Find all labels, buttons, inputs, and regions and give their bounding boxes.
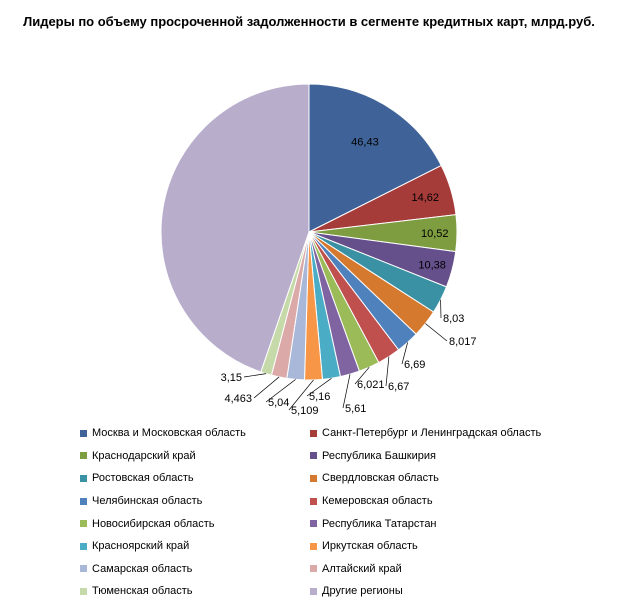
legend-item xyxy=(80,580,310,603)
legend-swatch xyxy=(310,543,317,550)
legend-item xyxy=(80,535,310,558)
legend-swatch xyxy=(80,520,87,527)
data-label: 5,61 xyxy=(345,403,367,415)
legend-item xyxy=(310,512,560,535)
legend-item xyxy=(80,558,310,581)
legend-item xyxy=(80,490,310,513)
legend-label: Алтайский край xyxy=(322,562,402,575)
legend-item xyxy=(310,490,560,513)
legend-item xyxy=(80,422,310,445)
legend-swatch xyxy=(80,452,87,459)
legend-item xyxy=(310,535,560,558)
legend-item xyxy=(310,467,560,490)
legend-label: Самарская область xyxy=(92,562,193,575)
data-label: 5,04 xyxy=(268,397,290,409)
legend-item xyxy=(80,467,310,490)
legend-swatch xyxy=(310,498,317,505)
legend-label: Тюменская область xyxy=(92,585,193,598)
legend-swatch xyxy=(80,565,87,572)
legend-item xyxy=(80,512,310,535)
leader-line xyxy=(244,374,266,377)
data-label: 8,03 xyxy=(443,313,465,325)
legend-swatch xyxy=(80,475,87,482)
legend-swatch xyxy=(80,430,87,437)
data-label: 10,38 xyxy=(418,259,446,272)
legend xyxy=(80,422,580,603)
chart-title: Лидеры по объему просроченной задолженности в сегменте кредитных карт, млрд.руб. xyxy=(23,14,595,29)
data-label: 10,52 xyxy=(421,227,449,240)
data-label: 6,69 xyxy=(404,359,426,371)
data-label: 8,017 xyxy=(449,336,477,348)
legend-label: Краснодарский край xyxy=(92,449,196,462)
legend-label: Иркутская область xyxy=(322,540,418,553)
legend-swatch xyxy=(310,520,317,527)
legend-label: Новосибирская область xyxy=(92,517,215,530)
leader-line xyxy=(425,323,447,341)
pie-slices xyxy=(161,84,457,380)
legend-label: Другие регионы xyxy=(322,585,403,598)
legend-item xyxy=(310,558,560,581)
legend-swatch xyxy=(310,565,317,572)
data-label: 6,021 xyxy=(357,379,385,391)
legend-swatch xyxy=(310,588,317,595)
data-label: 4,463 xyxy=(224,393,252,405)
legend-label: Ростовская область xyxy=(92,472,194,485)
legend-label: Санкт-Петербург и Ленинградская область xyxy=(322,427,542,440)
legend-swatch xyxy=(80,588,87,595)
legend-item xyxy=(310,422,560,445)
legend-item xyxy=(80,445,310,468)
legend-label: Свердловская область xyxy=(322,472,439,485)
legend-swatch xyxy=(80,543,87,550)
legend-item xyxy=(310,445,560,468)
data-label: 46,43 xyxy=(351,136,379,149)
legend-label: Республика Татарстан xyxy=(322,517,437,530)
data-label: 6,67 xyxy=(388,381,410,393)
legend-swatch xyxy=(310,452,317,459)
legend-label: Челябинская область xyxy=(92,495,203,508)
data-label: 14,62 xyxy=(411,192,440,205)
legend-swatch xyxy=(310,475,317,482)
legend-label: Красноярский край xyxy=(92,540,190,553)
data-label: 5,16 xyxy=(309,391,331,403)
data-label: 5,109 xyxy=(291,405,319,417)
legend-label: Москва и Московская область xyxy=(92,427,246,440)
legend-label: Республика Башкирия xyxy=(322,449,436,462)
legend-label: Кемеровская область xyxy=(322,495,433,508)
legend-swatch xyxy=(310,430,317,437)
legend-item xyxy=(310,580,560,603)
legend-swatch xyxy=(80,498,87,505)
data-label: 3,15 xyxy=(220,372,242,384)
